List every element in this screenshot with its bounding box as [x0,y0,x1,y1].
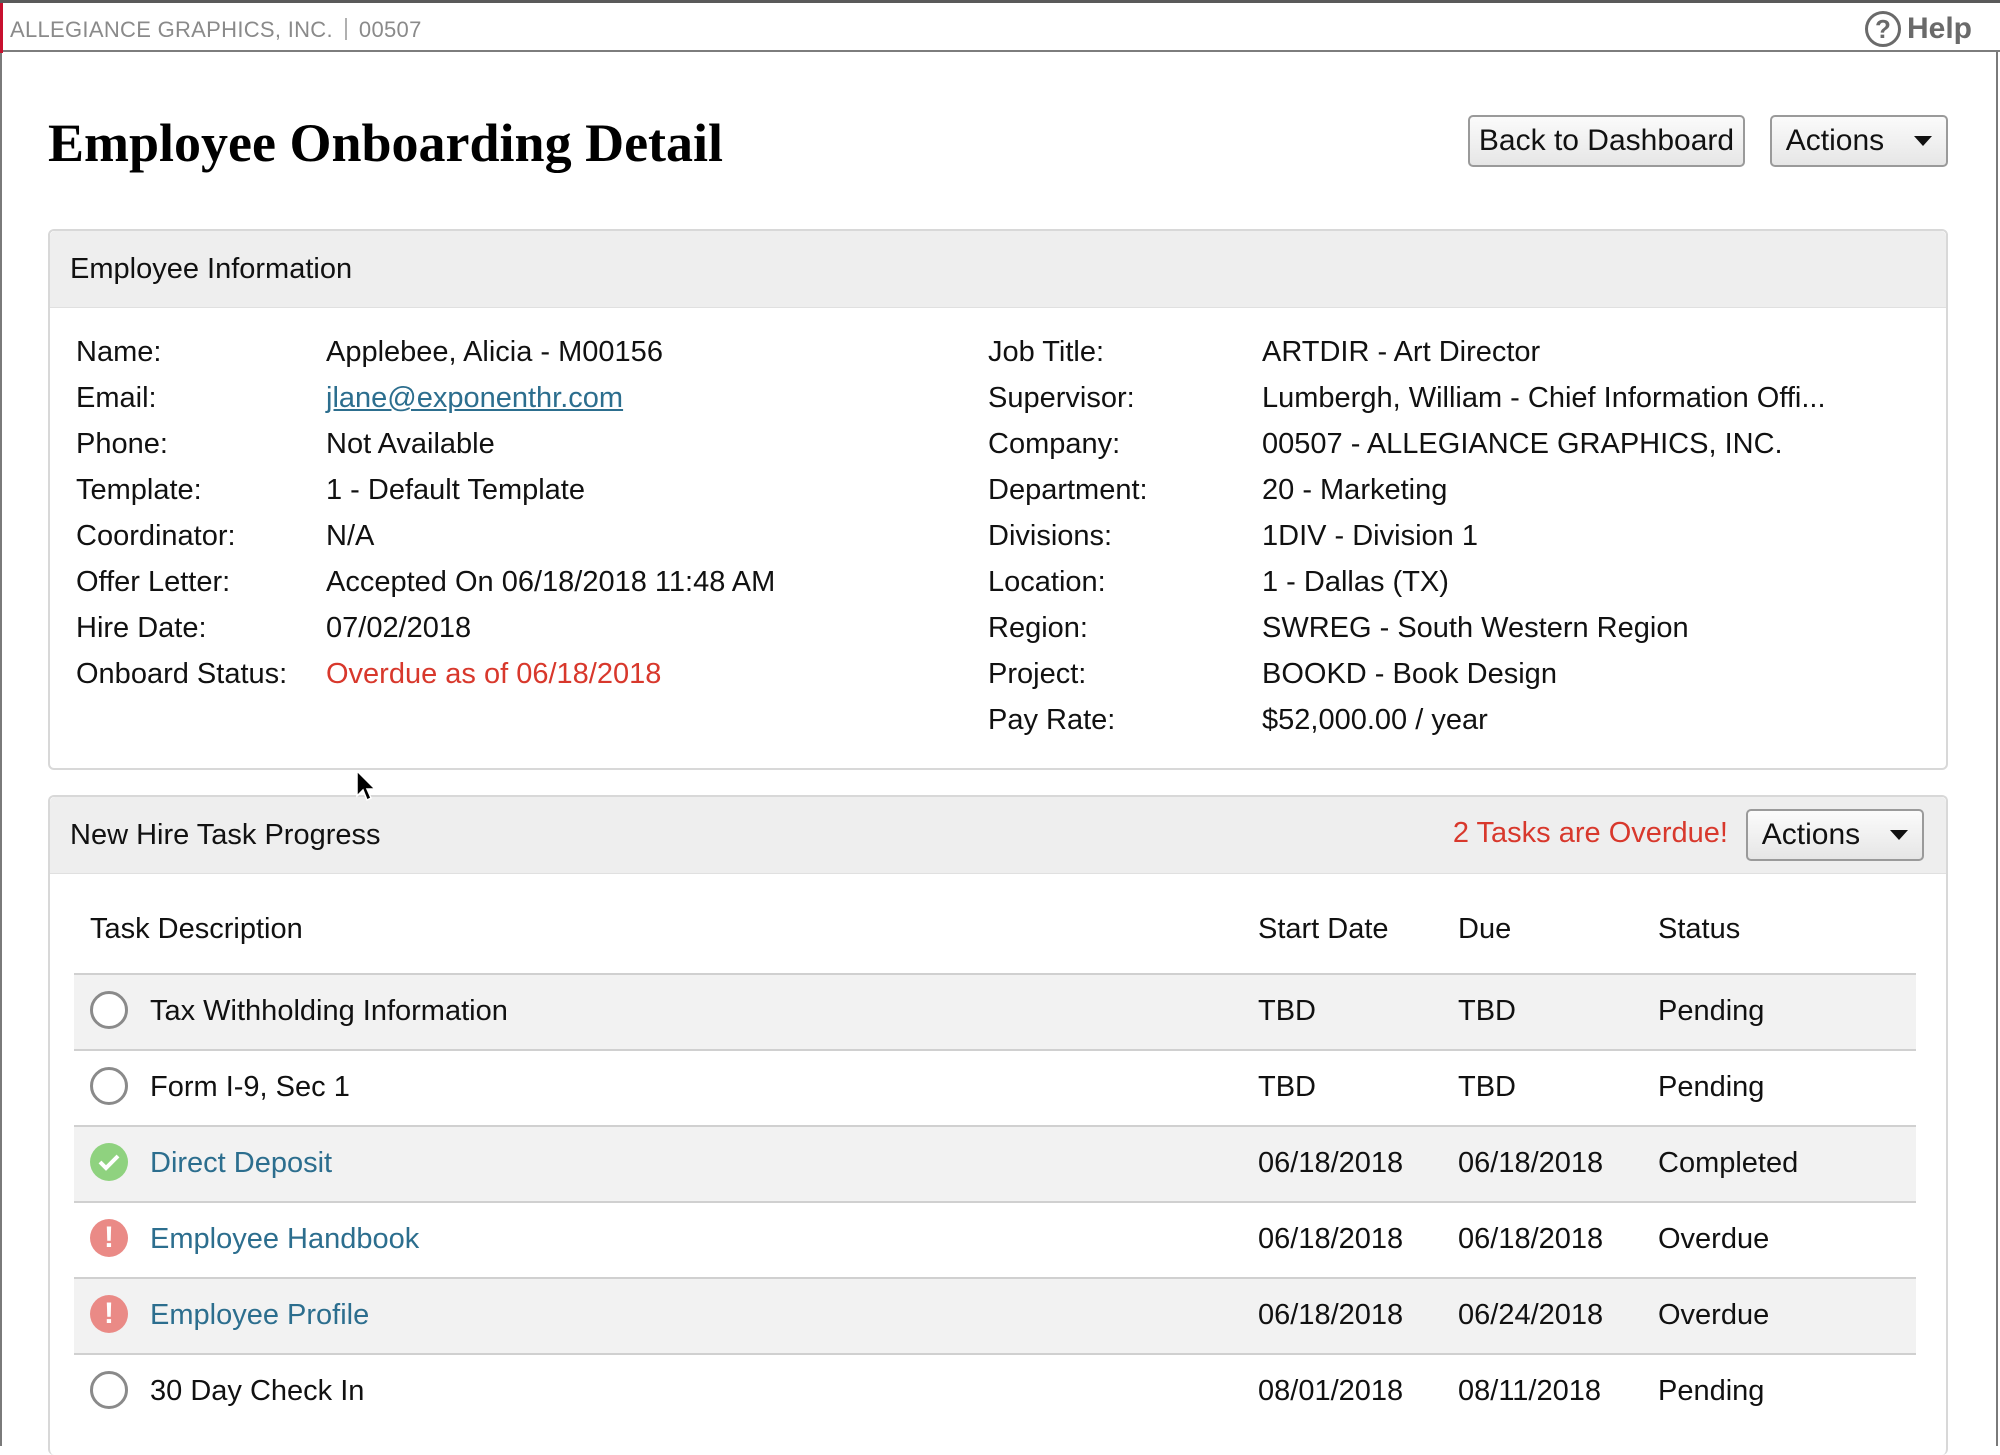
field-value: 1 - Dallas (TX) [1262,566,1449,598]
panel-header [50,797,1946,874]
column-header-start-date[interactable]: Start Date [1258,913,1389,945]
panel-title: Employee Information [70,252,353,285]
field-label: Template: [76,474,202,506]
pending-circle-icon [90,991,128,1029]
task-description: Tax Withholding Information [150,995,508,1027]
field-value: 07/02/2018 [326,612,472,644]
task-status: Pending [1658,1375,1765,1407]
pending-circle-icon [90,1067,128,1105]
back-to-dashboard-label: Back to Dashboard [1478,124,1735,157]
actions-label: Actions [1761,818,1861,851]
top-bar [0,0,2000,52]
field-value: 20 - Marketing [1262,474,1448,506]
field-label: Onboard Status: [76,658,288,690]
back-to-dashboard-button[interactable] [1468,115,1745,167]
column-header-due[interactable]: Due [1458,913,1512,945]
column-header-task-description[interactable]: Task Description [90,913,303,945]
task-start-date: 06/18/2018 [1258,1147,1404,1179]
exclamation-icon: ! [90,1219,128,1257]
question-circle-icon: ? [1865,11,1901,47]
overdue-notice: 2 Tasks are Overdue! [1452,817,1728,849]
task-due-date: TBD [1458,995,1516,1027]
task-start-date: 06/18/2018 [1258,1223,1404,1255]
field-value: 1 - Default Template [326,474,585,506]
task-start-date: TBD [1258,1071,1316,1103]
caret-down-icon [1890,830,1908,840]
field-value: 00507 - ALLEGIANCE GRAPHICS, INC. [1262,428,1783,460]
panel-header [50,231,1946,308]
field-label: Hire Date: [76,612,207,644]
field-value: 1DIV - Division 1 [1262,520,1478,552]
task-due-date: TBD [1458,1071,1516,1103]
field-label: Project: [988,658,1087,690]
field-label: Coordinator: [76,520,236,552]
actions-label: Actions [1785,124,1885,157]
task-link[interactable]: Employee Profile [150,1299,370,1331]
field-value: SWREG - South Western Region [1262,612,1689,644]
page-title: Employee Onboarding Detail [48,113,724,173]
caret-down-icon [1914,136,1932,146]
task-link[interactable]: Direct Deposit [150,1147,333,1179]
table-row[interactable] [74,973,1916,1049]
email-link[interactable]: jlane@exponenthr.com [326,382,624,414]
field-label: Location: [988,566,1106,598]
field-label: Job Title: [988,336,1105,368]
pending-circle-icon [90,1371,128,1409]
company-switcher[interactable] [10,17,422,43]
field-label: Supervisor: [988,382,1135,414]
task-start-date: 08/01/2018 [1258,1375,1404,1407]
task-status: Completed [1658,1147,1799,1179]
employee-information-panel [48,229,1948,770]
table-row[interactable] [74,1049,1916,1125]
help-label: Help [1906,12,1972,45]
task-status: Pending [1658,995,1765,1027]
task-due-date: 06/24/2018 [1458,1299,1604,1331]
task-link[interactable]: Employee Handbook [150,1223,420,1255]
field-value: Accepted On 06/18/2018 11:48 AM [326,566,776,598]
help-button[interactable] [1865,11,1972,47]
field-label: Email: [76,382,157,414]
field-value: Not Available [326,428,495,460]
task-due-date: 06/18/2018 [1458,1223,1604,1255]
field-label: Offer Letter: [76,566,231,598]
table-row[interactable] [74,1201,1916,1277]
divider [345,18,347,40]
task-due-date: 08/11/2018 [1458,1375,1601,1407]
mouse-cursor-icon [356,770,378,804]
task-description: Form I-9, Sec 1 [150,1071,350,1103]
task-start-date: 06/18/2018 [1258,1299,1404,1331]
table-row[interactable] [74,1353,1916,1429]
column-header-status[interactable]: Status [1658,913,1741,945]
field-label: Pay Rate: [988,704,1116,736]
actions-dropdown-button[interactable] [1770,115,1948,167]
field-label: Department: [988,474,1148,506]
checkmark-icon [90,1143,128,1181]
task-status: Pending [1658,1071,1765,1103]
company-code: 00507 [358,17,422,42]
table-row[interactable] [74,1125,1916,1201]
task-status: Overdue [1658,1223,1770,1255]
exclamation-icon: ! [90,1295,128,1333]
field-label: Divisions: [988,520,1113,552]
field-value: N/A [326,520,375,552]
field-value: Applebee, Alicia - M00156 [326,336,663,368]
company-name: ALLEGIANCE GRAPHICS, INC. [10,17,333,42]
brand-accent [0,3,3,53]
task-actions-dropdown-button[interactable] [1746,809,1924,861]
task-status: Overdue [1658,1299,1770,1331]
field-label: Name: [76,336,162,368]
task-description: 30 Day Check In [150,1375,365,1407]
field-label: Region: [988,612,1088,644]
task-progress-panel [48,795,1948,1455]
onboard-status-value: Overdue as of 06/18/2018 [326,658,662,690]
field-label: Phone: [76,428,168,460]
field-value: $52,000.00 / year [1262,704,1488,736]
table-header [50,907,1946,951]
field-label: Company: [988,428,1121,460]
field-value: BOOKD - Book Design [1262,658,1557,690]
panel-title: New Hire Task Progress [70,818,381,851]
task-due-date: 06/18/2018 [1458,1147,1604,1179]
table-row[interactable] [74,1277,1916,1353]
task-start-date: TBD [1258,995,1316,1027]
field-value: Lumbergh, William - Chief Information Offi... [1262,382,1826,414]
field-value: ARTDIR - Art Director [1262,336,1541,368]
